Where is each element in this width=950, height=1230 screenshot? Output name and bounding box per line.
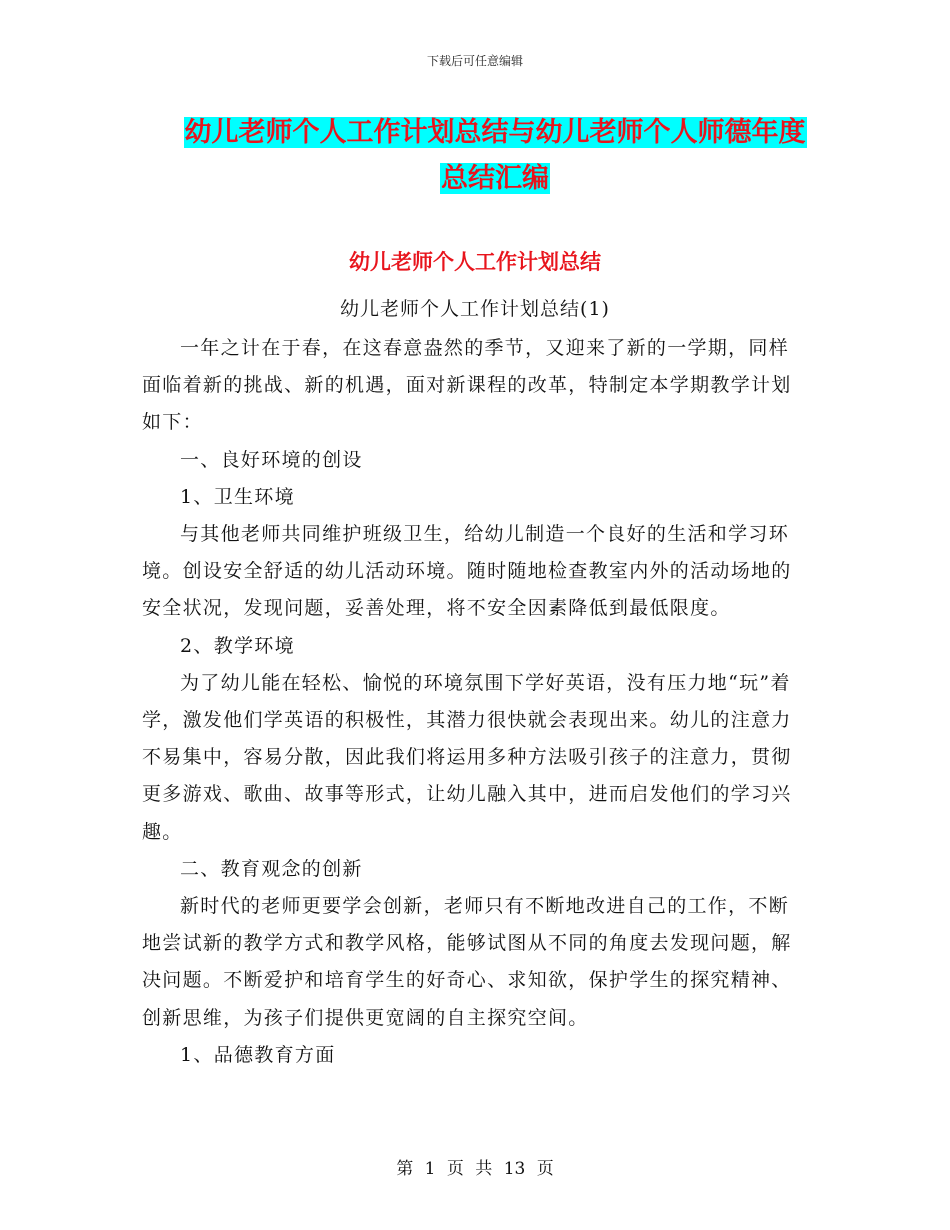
article-subtitle: 幼儿老师个人工作计划总结(1) [340, 298, 610, 320]
heading-environment: 一、良好环境的创设 [180, 448, 363, 471]
heading-innovation: 二、教育观念的创新 [180, 857, 363, 880]
page-footer: 第 1 页 共 13 页 [396, 1159, 554, 1179]
subheading-moral-education: 1、品德教育方面 [180, 1043, 336, 1066]
document-title-line-1: 幼儿老师个人工作计划总结与幼儿老师个人师德年度 [184, 117, 806, 148]
paragraph-hygiene: 与其他老师共同维护班级卫生，给幼儿制造一个良好的生活和学习环境。创设安全舒适的幼儿活动环境。随时随地检查教室内外的活动场地的安全状况，发现问题，妥善处理，将不安全因素降低到最低限度。 [142, 523, 792, 620]
body-text [142, 330, 806, 1074]
paragraph-intro: 一年之计在于春，在这春意盎然的季节，又迎来了新的一学期，同样面临着新的挑战、新的机遇，面对新课程的改革，特制定本学期教学计划如下： [142, 337, 792, 434]
header-note: 下载后可任意编辑 [426, 54, 523, 68]
section-title: 幼儿老师个人工作计划总结 [349, 250, 601, 274]
subheading-teaching-environment: 2、教学环境 [180, 634, 295, 657]
paragraph-teaching-environment: 为了幼儿能在轻松、愉悦的环境氛围下学好英语，没有压力地“玩”着学，激发他们学英语的积极性，其潜力很快就会表现出来。幼儿的注意力不易集中，容易分散，因此我们将运用多种方法吸引孩子的注意力，贯彻更多游戏、歌曲、故事等形式，让幼儿融入其中，进而启发他们的学习兴趣。 [142, 671, 792, 843]
subheading-hygiene: 1、卫生环境 [180, 485, 295, 508]
document-title [150, 110, 840, 202]
document-title-line-2: 总结汇编 [441, 163, 549, 194]
paragraph-innovation: 新时代的老师更要学会创新，老师只有不断地改进自己的工作，不断地尝试新的教学方式和教学风格，能够试图从不同的角度去发现问题，解决问题。不断爱护和培育学生的好奇心、求知欲，保护学生的探究精神、创新思维，为孩子们提供更宽阔的自主探究空间。 [142, 895, 792, 1029]
